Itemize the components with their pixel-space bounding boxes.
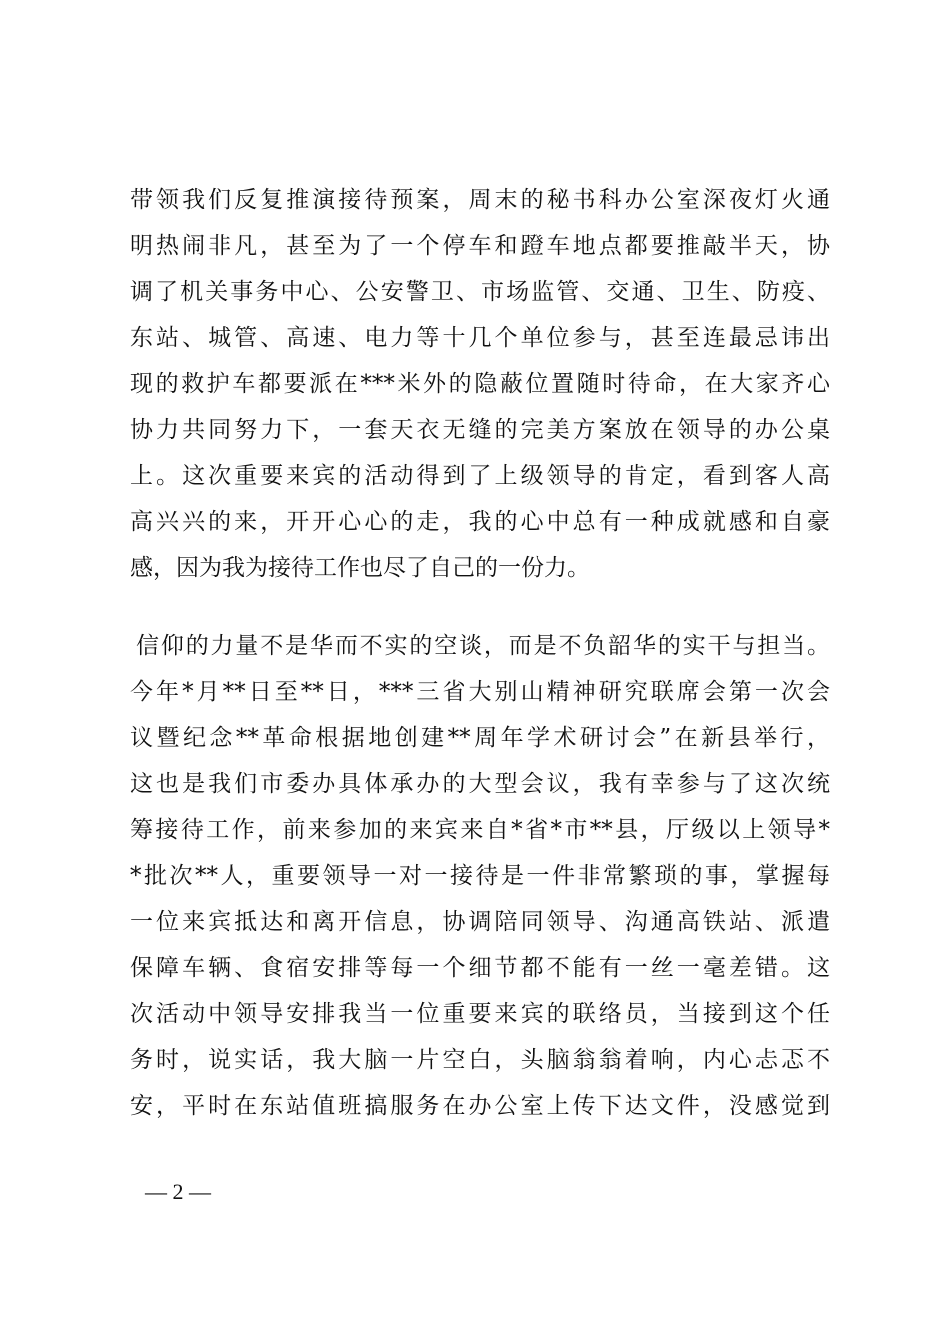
paragraph-1 (130, 177, 830, 591)
text-line: 协力共同努力下，一套天衣无缝的完美方案放在领导的办公桌 (130, 417, 830, 443)
text-line: 这也是我们市委办具体承办的大型会议，我有幸参与了这次统 (130, 771, 830, 797)
page-number: — 2 — (145, 1179, 211, 1204)
text-line: 上。这次重要来宾的活动得到了上级领导的肯定，看到客人高 (130, 463, 830, 489)
text-line: 保障车辆、食宿安排等每一个细节都不能有一丝一毫差错。这 (130, 955, 830, 981)
paragraph-2 (130, 623, 830, 1129)
text-line: 一位来宾抵达和离开信息，协调陪同领导、沟通高铁站、派遣 (130, 909, 830, 935)
text-line: 调了机关事务中心、公安警卫、市场监管、交通、卫生、防疫、 (130, 279, 830, 305)
text-line: 议暨纪念**革命根据地创建**周年学术研讨会”在新县举行， (130, 725, 830, 751)
text-line: 带领我们反复推演接待预案，周末的秘书科办公室深夜灯火通 (130, 187, 830, 213)
text-line: 今年*月**日至**日，***三省大别山精神研究联席会第一次会 (130, 679, 830, 705)
text-line: 筹接待工作，前来参加的来宾来自*省*市**县，厅级以上领导* (130, 817, 830, 843)
text-line: 东站、城管、高速、电力等十几个单位参与，甚至连最忌讳出 (130, 325, 830, 351)
text-line: 安，平时在东站值班搞服务在办公室上传下达文件，没感觉到 (130, 1093, 830, 1119)
text-line: 明热闹非凡，甚至为了一个停车和蹬车地点都要推敲半天，协 (130, 233, 830, 259)
text-line: 次活动中领导安排我当一位重要来宾的联络员，当接到这个任 (130, 1001, 830, 1027)
text-line: 务时，说实话，我大脑一片空白，头脑翁翁着响，内心忐忑不 (130, 1047, 830, 1073)
text-line: 现的救护车都要派在***米外的隐蔽位置随时待命，在大家齐心 (130, 371, 830, 397)
text-line: *批次**人，重要领导一对一接待是一件非常繁琐的事，掌握每 (130, 863, 830, 889)
text-line: 信仰的力量不是华而不实的空谈，而是不负韶华的实干与担当。 (136, 633, 830, 659)
text-line: 感，因为我为接待工作也尽了自己的一份力。 (130, 555, 590, 581)
text-line: 高兴兴的来，开开心心的走，我的心中总有一种成就感和自豪 (130, 509, 830, 535)
